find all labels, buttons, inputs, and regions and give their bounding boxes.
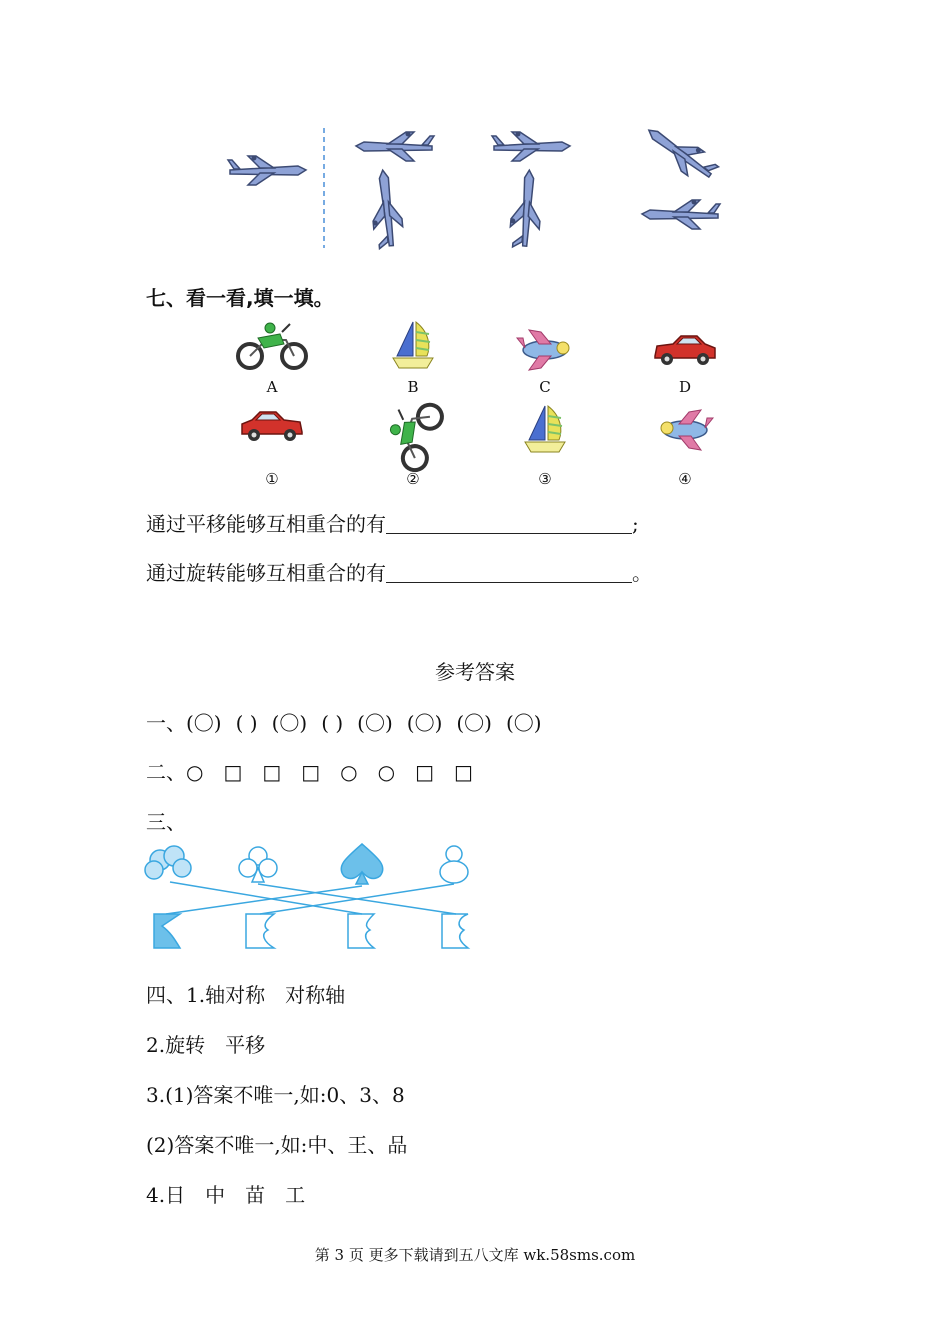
q7-figures [220,318,730,478]
half-shape-icon [348,914,374,948]
square-symbol: □ [301,760,321,784]
answer-4-line-1: 四、1.轴对称 对称轴 [146,983,346,1007]
translation-blank[interactable] [386,513,632,534]
page-footer: 第 3 页 更多下载请到五八文库 wk.58sms.com [314,1246,636,1264]
plane-icon [640,118,721,187]
square-symbol: □ [453,760,473,784]
motorcycle-icon [380,394,446,473]
circle-symbol: ○ [340,760,358,784]
label-a: A [266,378,278,396]
label-d: D [678,378,692,396]
answer-1-prefix: 一、 [146,711,186,735]
toy-plane-icon [517,330,569,370]
answer-4-line-3: 3.(1)答案不唯一,如:0、3、8 [146,1083,405,1107]
label-1: ① [265,470,279,488]
answer-1-item: (〇) [186,711,222,735]
sailboat-icon [393,322,433,368]
answer-1-item: ( ) [235,711,258,735]
period: 。 [632,561,652,585]
label-c: C [539,378,551,396]
plane-original-icon [228,156,306,186]
sailboat-icon [525,406,565,452]
answer-2-prefix: 二、 [146,760,186,784]
plane-icon [492,132,570,162]
plane-icon [508,169,544,249]
answer-1-item: (〇) [406,711,443,735]
square-symbol: □ [415,760,434,784]
square-symbol: □ [223,760,243,784]
answer-1-item: (〇) [271,711,308,735]
half-shape-icon [442,914,468,948]
rotation-text: 通过旋转能够互相重合的有 [146,561,386,585]
plane-figures [220,118,730,258]
club-shape-icon [239,847,277,882]
circle-symbol: ○ [186,760,204,784]
rotation-line [146,562,652,583]
answer-1-item: (〇) [456,711,492,735]
gourd-shape-icon [440,846,468,883]
answer-1 [146,713,542,733]
motorcycle-icon [238,323,306,368]
spade-shape-icon [341,844,383,884]
plane-icon [356,132,434,162]
half-shape-icon [246,914,274,948]
answer-1-item: (〇) [357,711,393,735]
answer-4-line-2: 2.旋转 平移 [146,1033,266,1057]
plane-icon [642,200,720,230]
circle-symbol: ○ [377,760,396,784]
matching-diagram [140,842,480,954]
answer-1-item: (〇) [505,711,542,735]
cloud-shape-icon [145,846,191,879]
translation-line [146,513,639,534]
label-b: B [407,378,419,396]
car-icon [242,412,302,441]
car-icon [655,336,715,365]
translation-text: 通过平移能够互相重合的有 [146,512,386,536]
toy-plane-icon [661,410,713,450]
rotation-blank[interactable] [386,562,632,583]
label-3: ③ [538,470,552,488]
square-symbol: □ [262,760,282,784]
matching-lines [166,882,456,914]
answers-title: 参考答案 [435,660,515,684]
answer-3-prefix: 三、 [146,810,186,834]
answer-4-line-5: 4.日 中 苗 工 [146,1183,306,1207]
answer-1-item: ( ) [321,711,344,735]
label-2: ② [406,470,420,488]
half-shape-icon [154,914,180,948]
q7-heading: 七、看一看,填一填。 [146,286,334,310]
answer-4-line-4: (2)答案不唯一,如:中、王、品 [146,1133,408,1157]
label-4: ④ [678,470,692,488]
semicolon: ; [632,512,639,536]
plane-icon [368,169,404,249]
answer-2 [146,762,473,782]
